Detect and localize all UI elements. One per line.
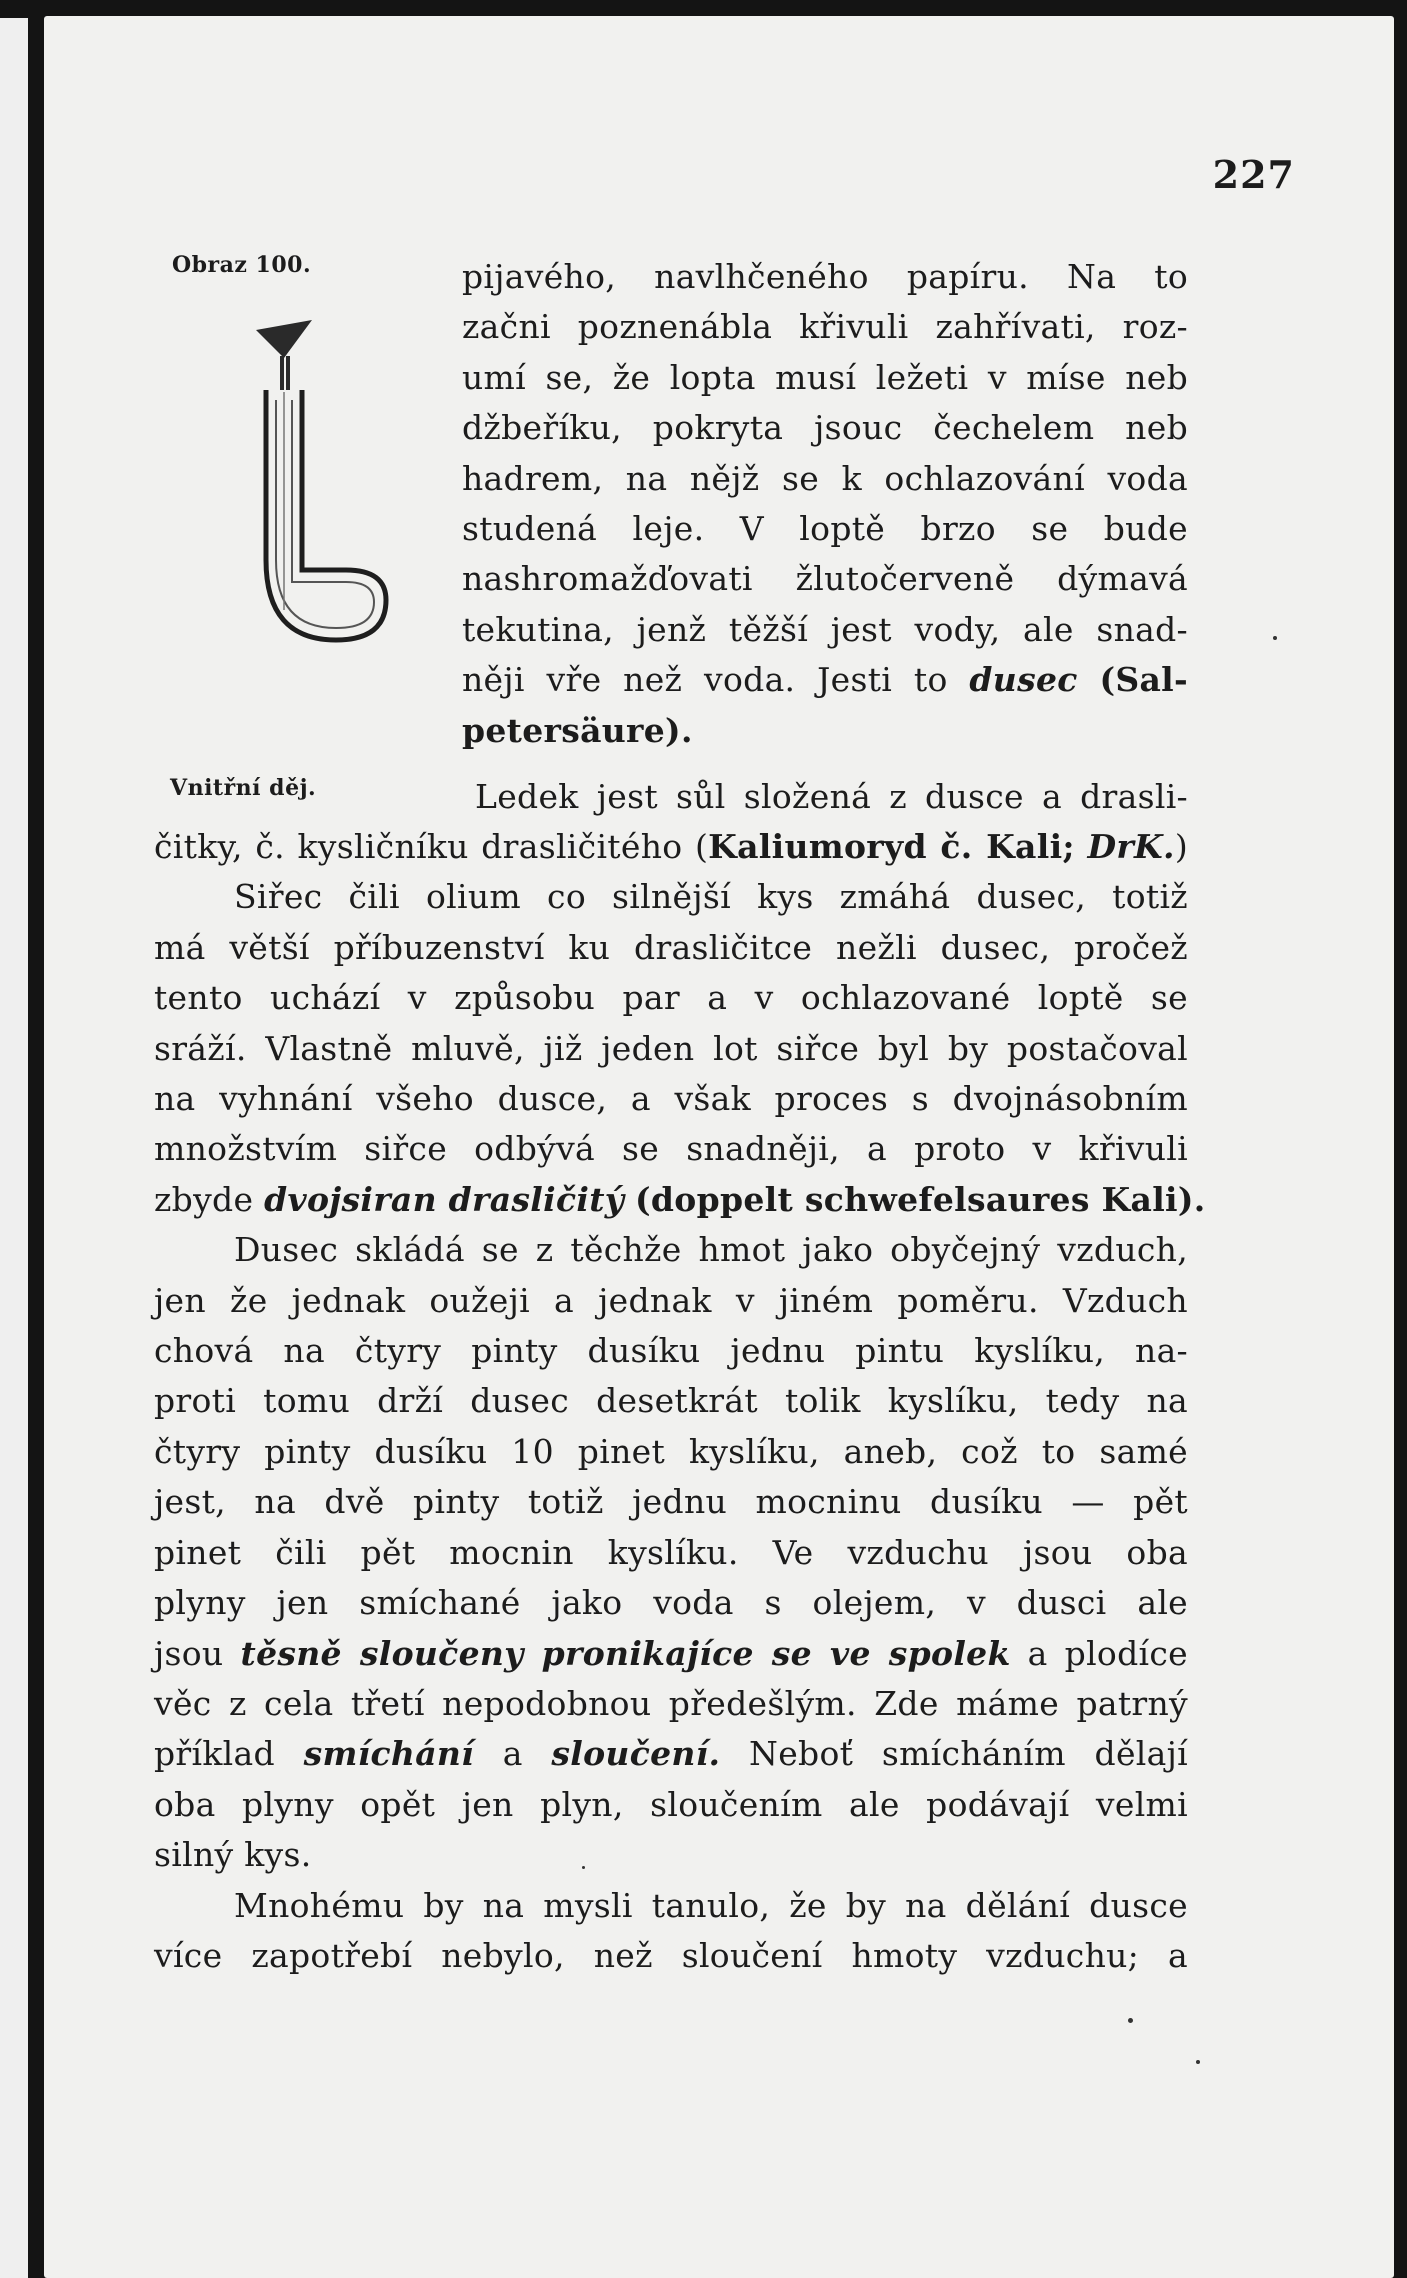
text-line: pijavého, navlhčeného papíru. Na to (462, 257, 1188, 296)
text-line: Siřec čili olium co silnější kys zmáhá dusec, totiž (234, 877, 1188, 917)
adjacent-page-edge (0, 18, 28, 2278)
text-line: tento uchází v způsobu par a v ochlazované loptě se (154, 978, 1188, 1018)
text-line: něji vře než voda. Jesti to dusec (Sal- (462, 660, 1188, 700)
emphasis: dusec (969, 660, 1078, 700)
text-line: množstvím siřce odbývá se snadněji, a proto v křivuli (154, 1129, 1188, 1169)
text-line: jest, na dvě pinty totiž jednu mocninu dusíku — pět (154, 1482, 1188, 1522)
text-line: džbeříku, pokryta jsouc čechelem neb (462, 408, 1188, 448)
emphasis: těsně sloučeny pronikajíce se ve spolek (240, 1633, 1011, 1673)
text-line: má větší příbuzenství ku drasličitce nežli dusec, pročež (154, 927, 1188, 967)
text-line: Ledek jest sůl složená z dusce a drasli- (475, 777, 1188, 816)
emphasis: smíchání (303, 1734, 475, 1774)
text-line: pinet čili pět mocnin kyslíku. Ve vzduchu jsou oba (154, 1532, 1188, 1572)
text-line: více zapotřebí nebylo, než sloučení hmoty vzduchu; a (154, 1935, 1188, 1975)
text-line: začni poznenábla křivuli zahřívati, roz- (462, 307, 1188, 347)
text-line: příklad smíchání a sloučení. Neboť smícháním dělají (154, 1734, 1188, 1774)
text-line: tekutina, jenž těžší jest vody, ale snad- (462, 609, 1188, 649)
text-line: chová na čtyry pinty dusíku jednu pintu kyslíku, na- (154, 1331, 1188, 1371)
text-line: nashromažďovati žlutočerveně dýmavá (462, 559, 1188, 599)
emphasis: dvojsiran drasličitý (264, 1179, 625, 1219)
text-line: sráží. Vlastně mluvě, již jeden lot siřce byl by postačoval (154, 1028, 1188, 1068)
text-line: silný kys. (154, 1835, 312, 1875)
text-line: umí se, že lopta musí ležeti v míse neb (462, 357, 1188, 397)
text-line: oba plyny opět jen plyn, sloučením ale podávají velmi (154, 1784, 1188, 1824)
text-line: petersäure). (462, 710, 693, 750)
print-speck (582, 1866, 585, 1869)
text-line: čtyry pinty dusíku 10 pinet kyslíku, aneb, což to samé (154, 1431, 1188, 1471)
print-speck (1196, 2060, 1200, 2064)
text-line: čitky, č. kysličníku drasličitého (Kaliumoryd č. Kali; DrK.) (154, 827, 1188, 866)
text-line: studená leje. V loptě brzo se bude (462, 509, 1188, 549)
text-line: na vyhnání všeho dusce, a však proces s dvojnásobním (154, 1079, 1188, 1119)
text-line: plyny jen smíchané jako voda s olejem, v dusci ale (154, 1583, 1188, 1623)
text-line: Dusec skládá se z těchže hmot jako obyčejný vzduch, (234, 1230, 1188, 1270)
emphasis: DrK. (1087, 827, 1175, 866)
text-line: Mnohému by na mysli tanulo, že by na dělání dusce (234, 1885, 1188, 1925)
page-number: 227 (1212, 152, 1295, 197)
paragraph-beside-figure (462, 252, 1188, 756)
figure-label: Obraz 100. (172, 252, 312, 278)
text-line: jsou těsně sloučeny pronikajíce se ve spolek a plodíce (154, 1633, 1188, 1673)
text-line: jen že jednak oužeji a jednak v jiném poměru. Vzduch (154, 1280, 1188, 1320)
emphasis: sloučení. (551, 1734, 721, 1774)
text-line: proti tomu drží dusec desetkrát tolik kyslíku, tedy na (154, 1381, 1188, 1421)
paragraph-first-line (475, 772, 1188, 822)
print-speck (1273, 636, 1277, 640)
retort-flask-illustration (236, 310, 396, 660)
print-speck (1128, 2018, 1133, 2023)
text-line: hadrem, na nějž se k ochlazování voda (462, 458, 1188, 498)
text-line: zbyde dvojsiran drasličitý (doppelt schwefelsaures Kali). (154, 1179, 1206, 1219)
text-line: věc z cela třetí nepodobnou předešlým. Zde máme patrný (154, 1683, 1188, 1723)
main-text (154, 822, 1206, 1981)
margin-heading: Vnitřní děj. (170, 775, 317, 801)
